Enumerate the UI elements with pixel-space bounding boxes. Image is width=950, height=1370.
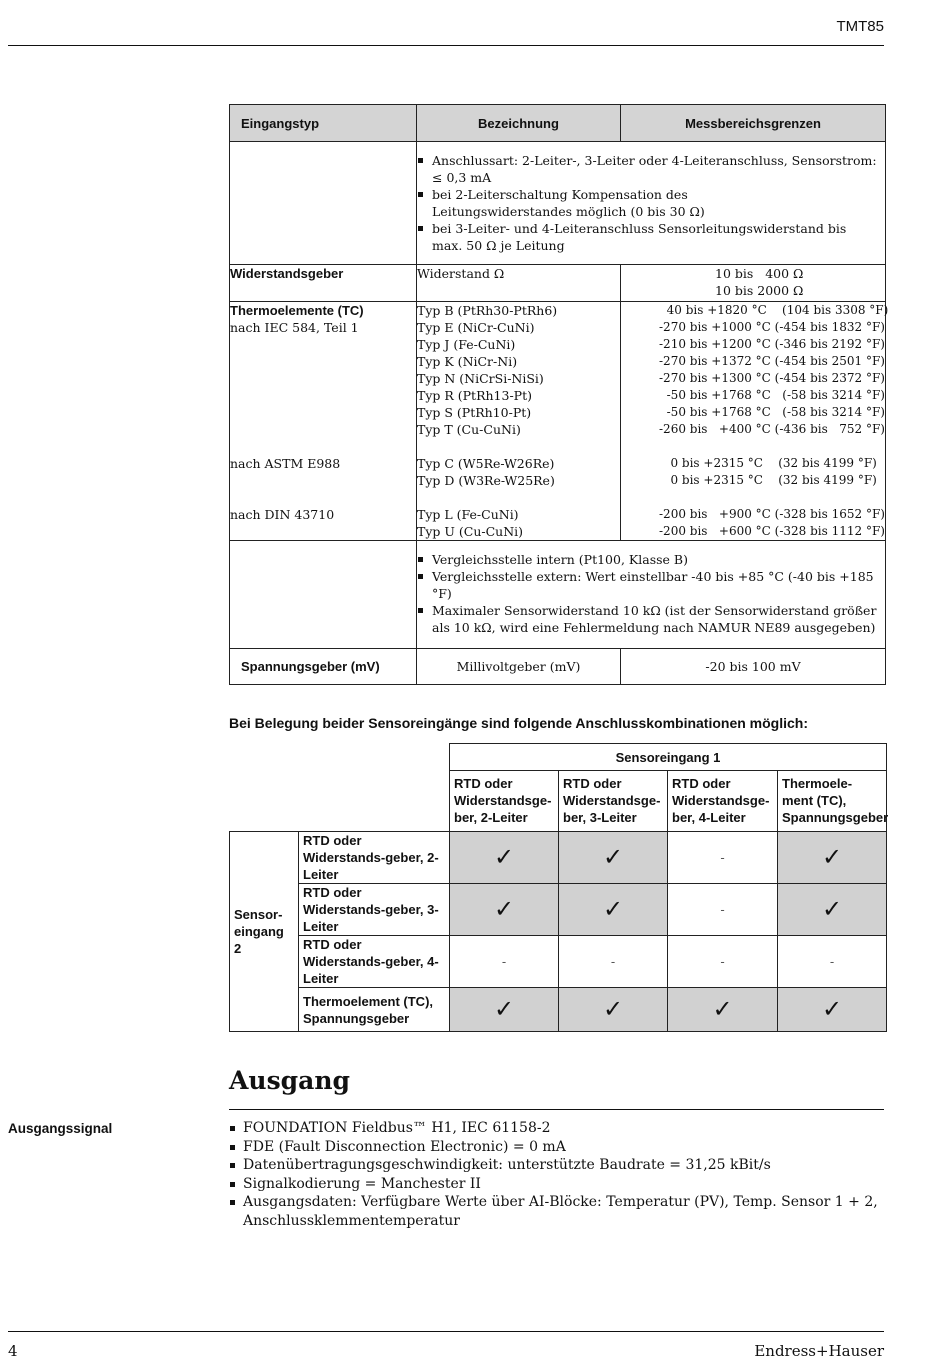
rtd-notes-list — [417, 152, 885, 254]
resistance-designation: Widerstand Ω — [417, 265, 621, 302]
tc-name: Typ L (Fe-CuNi) — [417, 507, 519, 522]
list-item: FDE (Fault Disconnection Electronic) = 0 mA — [229, 1138, 909, 1157]
col-header-input-type: Eingangstyp — [230, 105, 417, 142]
document-header-title: TMT85 — [836, 18, 884, 35]
voltage-range: -20 bis 100 mV — [621, 649, 886, 685]
sensor-input-1-label: Sensoreingang 1 — [450, 744, 887, 771]
tc-range: 40 bis +1820 °C (104 bis 3308 °F) — [659, 303, 889, 317]
page-number: 4 — [8, 1342, 18, 1360]
check-mark: ✓ — [559, 884, 668, 936]
tc-range: -270 bis +1000 °C (-454 bis 1832 °F) — [659, 320, 885, 334]
sensor-input-2-label: Sensor-eingang 2 — [230, 832, 299, 1032]
tc-name: Typ C (W5Re-W26Re) — [417, 456, 555, 471]
combo-columns-row — [230, 771, 887, 832]
dash-mark: - — [450, 936, 559, 988]
section-title: Ausgang — [229, 1066, 350, 1095]
voltage-row — [230, 649, 886, 685]
tc-notes-cell — [417, 541, 886, 649]
list-item: Maximaler Sensorwiderstand 10 kΩ (ist der Sensorwiderstand größer als 10 kΩ, wird eine Fehlermeldung nach NAMUR NE89 ausgegeben) — [417, 602, 885, 636]
combo-row-label: RTD oder Widerstands-geber, 4-Leiter — [299, 936, 450, 988]
dash-mark: - — [778, 936, 887, 988]
combo-row — [230, 884, 887, 936]
col-header-range: Messbereichsgrenzen — [621, 105, 886, 142]
tc-name: Typ N (NiCrSi-NiSi) — [417, 371, 544, 386]
input-types-table — [229, 104, 889, 685]
list-item: Vergleichsstelle intern (Pt100, Klasse B) — [417, 551, 885, 568]
tc-name: Typ K (NiCr-Ni) — [417, 354, 518, 369]
footer-rule — [8, 1331, 884, 1332]
range-value: 10 bis 400 Ω — [715, 266, 804, 281]
list-item: Anschlussart: 2-Leiter-, 3-Leiter oder 4-Leiteranschluss, Sensorstrom: ≤ 0,3 mA — [417, 152, 885, 186]
check-mark: ✓ — [450, 832, 559, 884]
thermocouple-type-cell — [230, 302, 417, 541]
tc-name: Typ D (W3Re-W25Re) — [417, 473, 555, 488]
resistance-ranges — [621, 265, 886, 302]
tc-range: -260 bis +400 °C (-436 bis 752 °F) — [659, 422, 885, 436]
tc-name: Typ J (Fe-CuNi) — [417, 337, 516, 352]
standard-label: nach IEC 584, Teil 1 — [230, 320, 359, 335]
tc-range: -200 bis +600 °C (-328 bis 1112 °F) — [659, 524, 885, 538]
resistance-row — [230, 265, 886, 302]
section-rule — [229, 1109, 884, 1110]
table-header-row — [230, 105, 886, 142]
check-mark: ✓ — [559, 988, 668, 1032]
empty-cell — [230, 541, 417, 649]
output-signal-label: Ausgangssignal — [8, 1121, 113, 1136]
list-item: bei 3-Leiter- und 4-Leiteranschluss Sensorleitungswiderstand bis max. 50 Ω je Leitung — [417, 220, 885, 254]
tc-range: -50 bis +1768 °C (-58 bis 3214 °F) — [659, 388, 885, 402]
tc-range: 0 bis +2315 °C (32 bis 4199 °F) — [659, 456, 877, 470]
check-mark: ✓ — [559, 832, 668, 884]
check-mark: ✓ — [450, 988, 559, 1032]
company-name: Endress+Hauser — [754, 1342, 884, 1360]
col-header-designation: Bezeichnung — [417, 105, 621, 142]
dash-mark: - — [668, 832, 778, 884]
list-item: bei 2-Leiterschaltung Kompensation des Leitungswiderstandes möglich (0 bis 30 Ω) — [417, 186, 885, 220]
resistance-type: Widerstandsgeber — [230, 265, 417, 302]
tc-name: Typ R (PtRh13-Pt) — [417, 388, 532, 403]
check-mark: ✓ — [778, 884, 887, 936]
list-item: Vergleichsstelle extern: Wert einstellbar -40 bis +85 °C (-40 bis +185 °F) — [417, 568, 885, 602]
empty-cell — [230, 771, 450, 832]
thermocouple-ranges-cell — [621, 302, 889, 541]
combo-col-rtd-2: RTD oder Widerstandsge-ber, 2-Leiter — [450, 771, 559, 832]
combo-col-rtd-3: RTD oder Widerstandsge-ber, 3-Leiter — [559, 771, 668, 832]
dash-mark: - — [668, 884, 778, 936]
check-mark: ✓ — [778, 832, 887, 884]
list-item: Signalkodierung = Manchester II — [229, 1175, 909, 1194]
thermocouple-notes-row — [230, 541, 886, 649]
list-item: FOUNDATION Fieldbus™ H1, IEC 61158-2 — [229, 1119, 909, 1138]
combo-row-label: Thermoelement (TC), Spannungsgeber — [299, 988, 450, 1032]
header-rule — [8, 45, 884, 46]
sensor-combination-table — [229, 743, 887, 1032]
standard-label: nach DIN 43710 — [230, 507, 335, 522]
combo-row — [230, 832, 887, 884]
list-item: Datenübertragungsgeschwindigkeit: unterstützte Baudrate = 31,25 kBit/s — [229, 1156, 909, 1175]
tc-range: 0 bis +2315 °C (32 bis 4199 °F) — [659, 473, 877, 487]
tc-name: Typ U (Cu-CuNi) — [417, 524, 524, 539]
thermocouple-type: Thermoelemente (TC) — [230, 303, 364, 318]
check-mark: ✓ — [668, 988, 778, 1032]
combo-col-tc: Thermoele-ment (TC), Spannungsgeber — [778, 771, 887, 832]
empty-cell — [230, 744, 450, 771]
rtd-notes-cell — [417, 142, 886, 265]
check-mark: ✓ — [450, 884, 559, 936]
tc-range: -200 bis +900 °C (-328 bis 1652 °F) — [659, 507, 885, 521]
voltage-type: Spannungsgeber (mV) — [230, 649, 417, 685]
range-value: 10 bis 2000 Ω — [715, 283, 804, 298]
combo-row — [230, 988, 887, 1032]
dash-mark: - — [668, 936, 778, 988]
combo-row-label: RTD oder Widerstands-geber, 3-Leiter — [299, 884, 450, 936]
tc-range: -270 bis +1372 °C (-454 bis 2501 °F) — [659, 354, 885, 368]
combo-heading: Bei Belegung beider Sensoreingänge sind folgende Anschlusskombinationen möglich: — [229, 715, 809, 731]
tc-notes-list — [417, 551, 885, 636]
list-item: Ausgangsdaten: Verfügbare Werte über AI-Blöcke: Temperatur (PV), Temp. Sensor 1 + 2, Anschlussklemmentemperatur — [229, 1193, 909, 1230]
tc-name: Typ B (PtRh30-PtRh6) — [417, 303, 558, 318]
combo-row-label: RTD oder Widerstands-geber, 2-Leiter — [299, 832, 450, 884]
standard-label: nach ASTM E988 — [230, 456, 341, 471]
tc-name: Typ E (NiCr-CuNi) — [417, 320, 535, 335]
combo-col-rtd-4: RTD oder Widerstandsge-ber, 4-Leiter — [668, 771, 778, 832]
rtd-notes-row — [230, 142, 886, 265]
check-mark: ✓ — [778, 988, 887, 1032]
dash-mark: - — [559, 936, 668, 988]
voltage-designation: Millivoltgeber (mV) — [417, 649, 621, 685]
tc-range: -50 bis +1768 °C (-58 bis 3214 °F) — [659, 405, 885, 419]
thermocouple-names-cell — [417, 302, 621, 541]
tc-range: -270 bis +1300 °C (-454 bis 2372 °F) — [659, 371, 885, 385]
tc-name: Typ S (PtRh10-Pt) — [417, 405, 532, 420]
tc-name: Typ T (Cu-CuNi) — [417, 422, 521, 437]
combo-header-row — [230, 744, 887, 771]
tc-range: -210 bis +1200 °C (-346 bis 2192 °F) — [659, 337, 885, 351]
output-signal-list — [229, 1119, 909, 1230]
thermocouple-row — [230, 302, 886, 541]
combo-row — [230, 936, 887, 988]
empty-cell — [230, 142, 417, 265]
